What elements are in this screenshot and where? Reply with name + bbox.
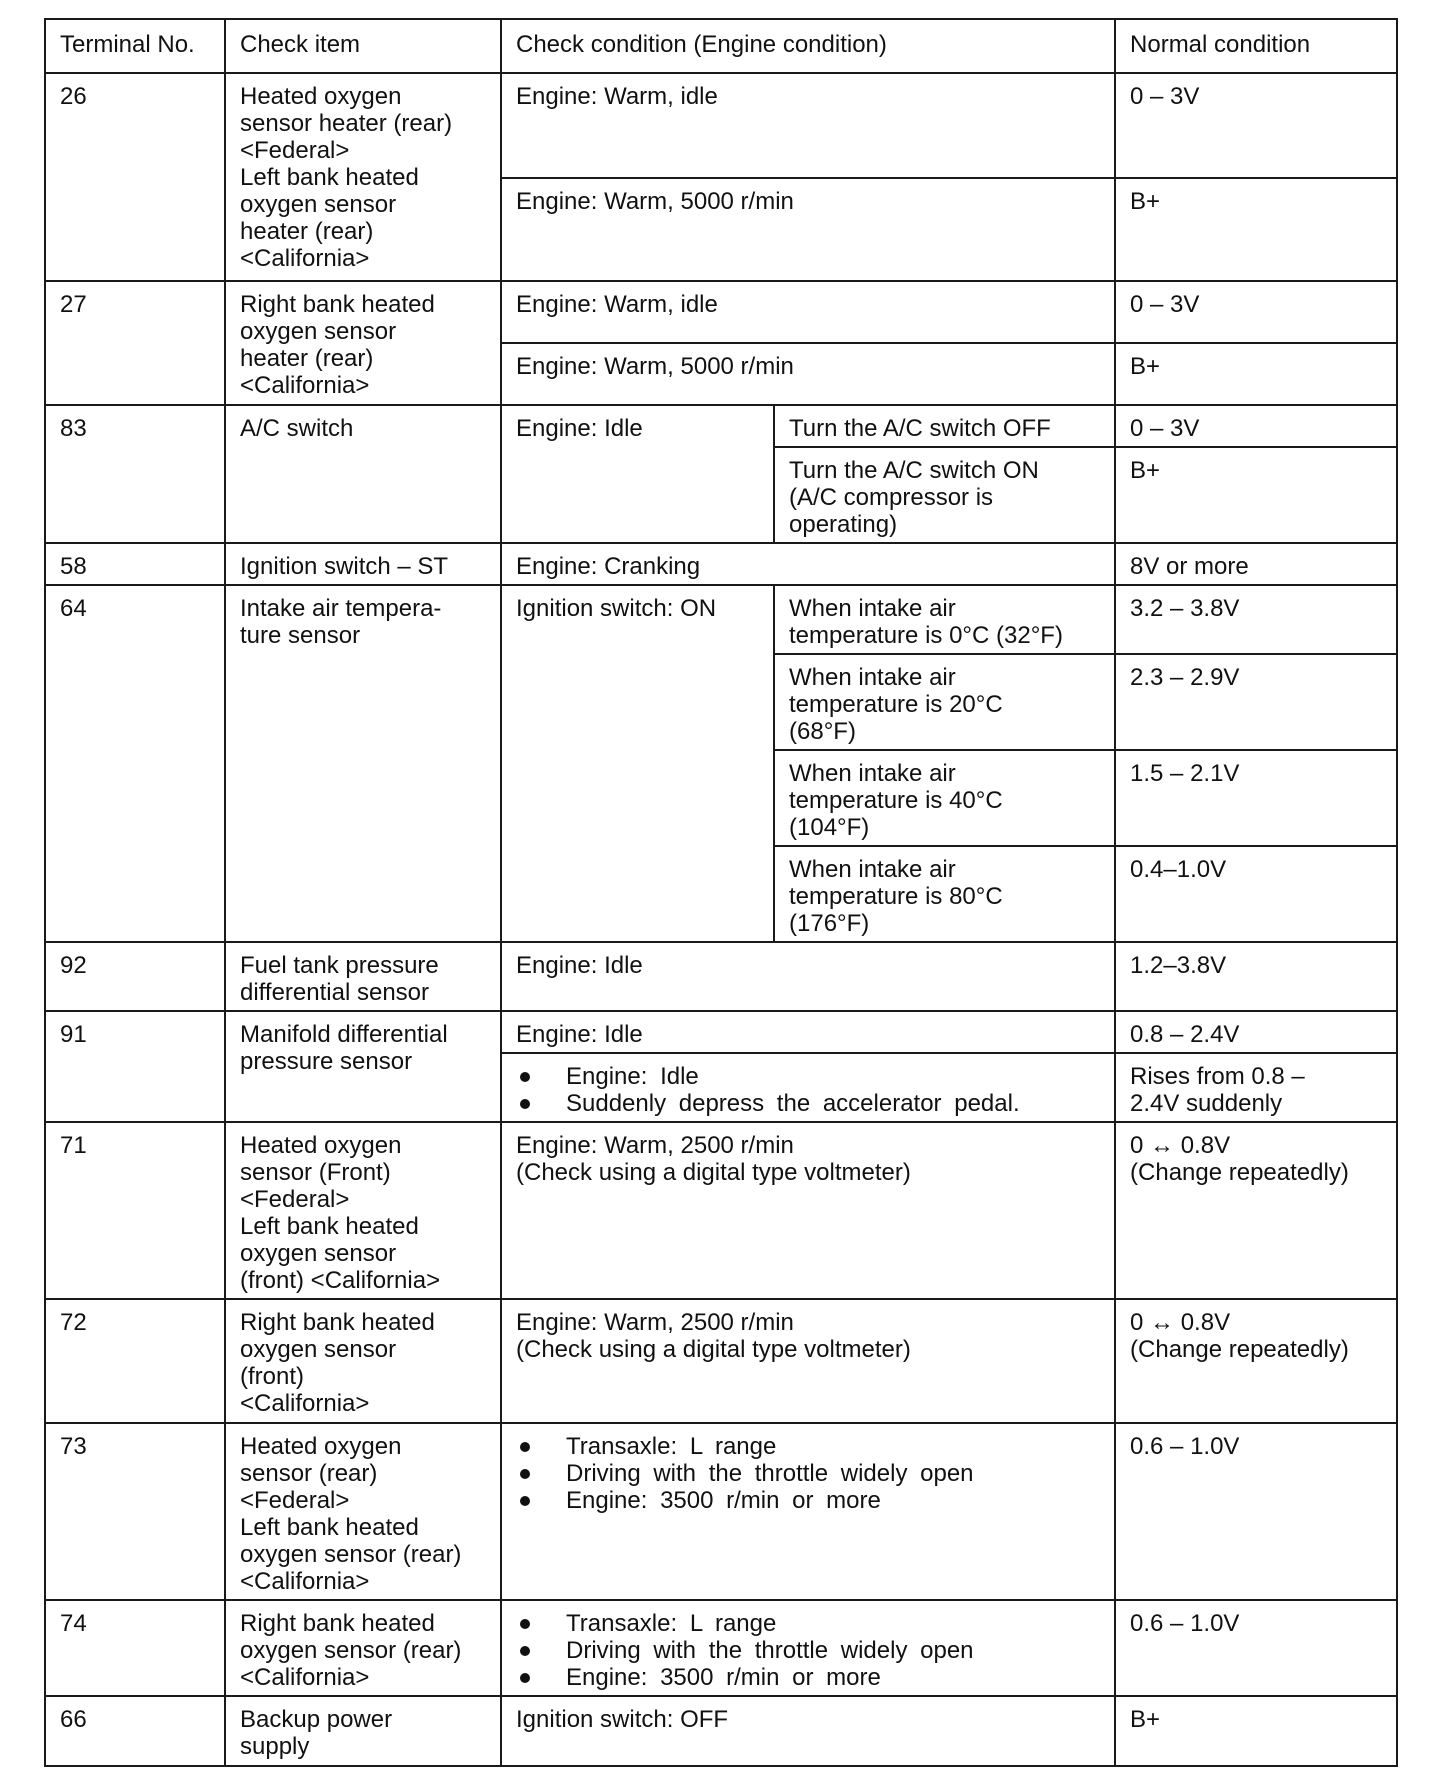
table-row: [45, 1600, 1397, 1696]
condition-detail: When intake air temperature is 0°C (32°F): [774, 585, 1115, 654]
check-condition: Engine: Warm, idle: [501, 281, 1115, 343]
condition-detail: When intake air temperature is 80°C (176°F): [774, 846, 1115, 942]
table-row: [45, 1122, 1397, 1299]
check-condition: Engine: Idle: [501, 942, 1115, 1011]
check-condition: Ignition switch: ON: [501, 585, 774, 942]
check-item: Manifold differential pressure sensor: [225, 1011, 501, 1122]
check-item: Right bank heated oxygen sensor (rear) <California>: [225, 1600, 501, 1696]
list-item: Transaxle: L range: [516, 1610, 1108, 1637]
check-item: Heated oxygen sensor (rear) <Federal> Left bank heated oxygen sensor (rear) <California>: [225, 1423, 501, 1600]
terminal-no: 27: [45, 281, 225, 405]
condition-bullet-list: [516, 1433, 1108, 1514]
terminal-no: 73: [45, 1423, 225, 1600]
list-item: Suddenly depress the accelerator pedal.: [516, 1090, 1108, 1117]
check-item: Right bank heated oxygen sensor (front) <California>: [225, 1299, 501, 1423]
normal-condition: Rises from 0.8 – 2.4V suddenly: [1115, 1053, 1397, 1122]
list-item: Driving with the throttle widely open: [516, 1637, 1108, 1664]
normal-condition: 0 ↔ 0.8V (Change repeatedly): [1115, 1122, 1397, 1299]
condition-detail: Turn the A/C switch ON (A/C compressor is operating): [774, 447, 1115, 543]
table-row: [45, 1696, 1397, 1766]
check-condition: [501, 1423, 1115, 1600]
check-condition: Engine: Warm, 2500 r/min (Check using a digital type voltmeter): [501, 1122, 1115, 1299]
normal-condition: 0.8 – 2.4V: [1115, 1011, 1397, 1053]
table-row: [45, 405, 1397, 447]
list-item: Engine: 3500 r/min or more: [516, 1664, 1108, 1691]
header-check-condition: Check condition (Engine condition): [501, 19, 1115, 73]
normal-condition: 0.6 – 1.0V: [1115, 1423, 1397, 1600]
table-row: [45, 942, 1397, 1011]
list-item: Engine: 3500 r/min or more: [516, 1487, 1108, 1514]
check-condition: [501, 1053, 1115, 1122]
terminal-no: 74: [45, 1600, 225, 1696]
list-item: Engine: Idle: [516, 1063, 1108, 1090]
condition-bullet-list: [516, 1063, 1108, 1117]
normal-condition: 1.5 – 2.1V: [1115, 750, 1397, 846]
normal-condition: 1.2–3.8V: [1115, 942, 1397, 1011]
table-row: [45, 1423, 1397, 1600]
table-row: [45, 585, 1397, 654]
list-item: Driving with the throttle widely open: [516, 1460, 1108, 1487]
normal-condition: B+: [1115, 178, 1397, 281]
condition-bullet-list: [516, 1610, 1108, 1691]
condition-detail: When intake air temperature is 40°C (104°F): [774, 750, 1115, 846]
normal-condition: 0 – 3V: [1115, 281, 1397, 343]
check-condition: Engine: Idle: [501, 405, 774, 543]
check-condition: Engine: Warm, 2500 r/min (Check using a digital type voltmeter): [501, 1299, 1115, 1423]
normal-condition: B+: [1115, 343, 1397, 405]
check-item: Heated oxygen sensor heater (rear) <Federal> Left bank heated oxygen sensor heater (rear) <California>: [225, 73, 501, 281]
table-row: [45, 543, 1397, 585]
check-condition: [501, 1600, 1115, 1696]
terminal-no: 64: [45, 585, 225, 942]
check-condition: Engine: Idle: [501, 1011, 1115, 1053]
check-item: Right bank heated oxygen sensor heater (rear) <California>: [225, 281, 501, 405]
table-row: [45, 1299, 1397, 1423]
normal-condition: 0.4–1.0V: [1115, 846, 1397, 942]
terminal-no: 91: [45, 1011, 225, 1122]
terminal-no: 72: [45, 1299, 225, 1423]
normal-condition: 0 – 3V: [1115, 73, 1397, 178]
terminal-no: 83: [45, 405, 225, 543]
header-terminal-no: Terminal No.: [45, 19, 225, 73]
normal-condition: B+: [1115, 447, 1397, 543]
normal-condition: B+: [1115, 1696, 1397, 1766]
check-condition: Engine: Cranking: [501, 543, 1115, 585]
normal-condition: 0.6 – 1.0V: [1115, 1600, 1397, 1696]
check-item: Heated oxygen sensor (Front) <Federal> Left bank heated oxygen sensor (front) <California>: [225, 1122, 501, 1299]
normal-condition: 0 ↔ 0.8V (Change repeatedly): [1115, 1299, 1397, 1423]
condition-detail: Turn the A/C switch OFF: [774, 405, 1115, 447]
normal-condition: 2.3 – 2.9V: [1115, 654, 1397, 750]
table-row: [45, 281, 1397, 343]
terminal-no: 92: [45, 942, 225, 1011]
condition-detail: When intake air temperature is 20°C (68°F): [774, 654, 1115, 750]
normal-condition: 3.2 – 3.8V: [1115, 585, 1397, 654]
list-item: Transaxle: L range: [516, 1433, 1108, 1460]
header-normal-condition: Normal condition: [1115, 19, 1397, 73]
check-item: A/C switch: [225, 405, 501, 543]
terminal-no: 71: [45, 1122, 225, 1299]
table-header-row: [45, 19, 1397, 73]
check-item: Ignition switch – ST: [225, 543, 501, 585]
normal-condition: 0 – 3V: [1115, 405, 1397, 447]
check-item: Backup power supply: [225, 1696, 501, 1766]
check-item: Intake air tempera- ture sensor: [225, 585, 501, 942]
header-check-item: Check item: [225, 19, 501, 73]
table-row: [45, 1011, 1397, 1053]
normal-condition: 8V or more: [1115, 543, 1397, 585]
check-condition: Ignition switch: OFF: [501, 1696, 1115, 1766]
check-item: Fuel tank pressure differential sensor: [225, 942, 501, 1011]
check-condition: Engine: Warm, idle: [501, 73, 1115, 178]
terminal-check-table: [44, 18, 1398, 1767]
terminal-no: 58: [45, 543, 225, 585]
check-condition: Engine: Warm, 5000 r/min: [501, 343, 1115, 405]
table-row: [45, 73, 1397, 178]
terminal-no: 26: [45, 73, 225, 281]
terminal-no: 66: [45, 1696, 225, 1766]
check-condition: Engine: Warm, 5000 r/min: [501, 178, 1115, 281]
